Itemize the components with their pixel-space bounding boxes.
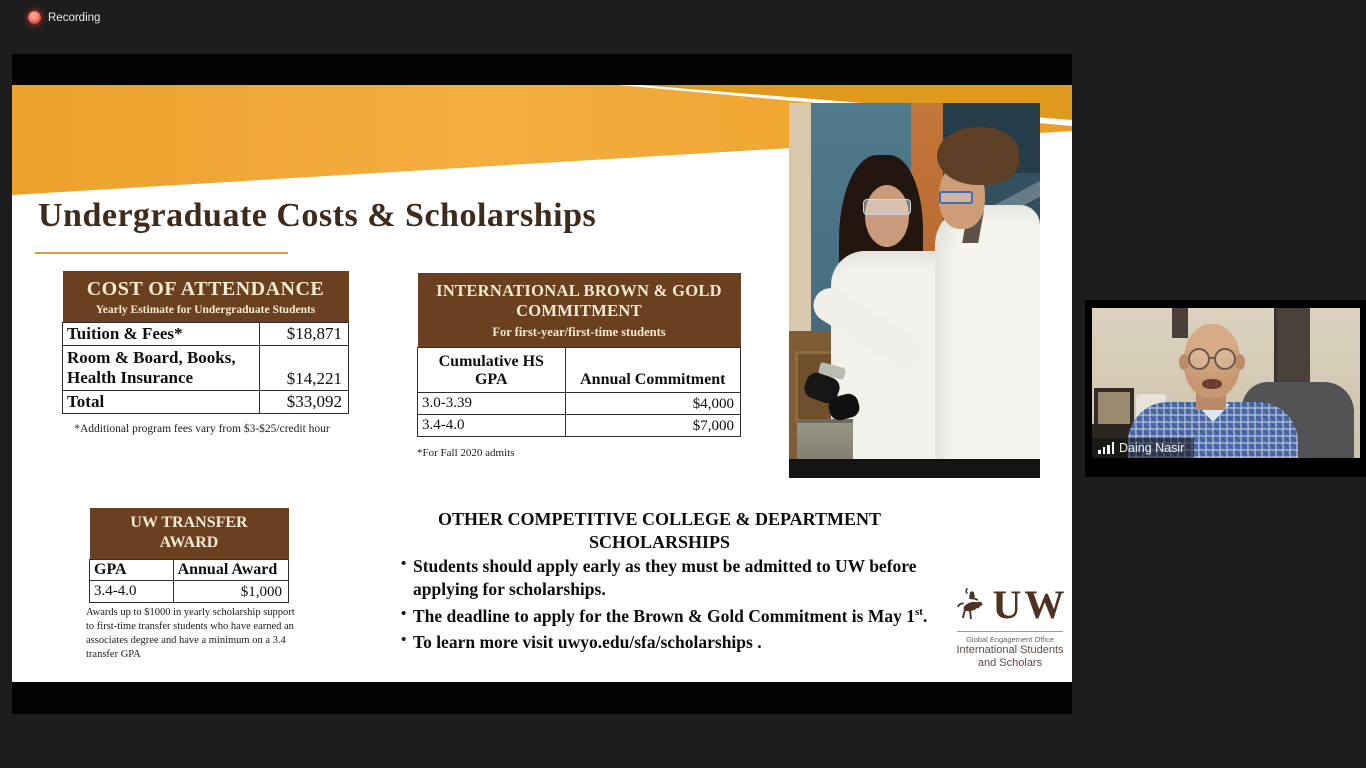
cost-row-value: $18,871 <box>260 323 349 346</box>
uw-logo <box>950 583 1070 669</box>
brown-gold-col2-header <box>565 347 740 392</box>
transfer-footnote: Awards up to $1000 in yearly scholarship support to first-time transfer students who have earned an associates degree and have a minimum on a 3.4 transfer GPA <box>86 607 295 660</box>
bullet-text <box>413 605 927 628</box>
cost-table-header <box>63 271 349 323</box>
recording-dot-icon <box>28 11 41 24</box>
cam-glasses-lens <box>1214 348 1236 370</box>
table-row <box>63 323 349 346</box>
list-item <box>387 631 939 654</box>
bullet-text: To learn more visit uwyo.edu/sfa/scholarships . <box>413 631 762 652</box>
brown-gold-title: INTERNATIONAL BROWN & GOLD COMMITMENT <box>436 281 722 320</box>
scholarship-bullet-list <box>387 555 939 657</box>
bullet-text-post: . <box>922 605 928 626</box>
cam-glasses-bridge <box>1209 357 1215 359</box>
list-item <box>387 605 939 628</box>
bullet-icon: • <box>401 631 407 648</box>
table-row <box>418 347 741 392</box>
recording-indicator <box>28 11 100 24</box>
recording-label: Recording <box>48 11 101 24</box>
amount-cell: $1,000 <box>173 581 288 603</box>
presentation-slide <box>12 85 1072 682</box>
photo-lab-bench <box>789 459 1040 478</box>
bullet-text: Students should apply early as they must be admitted to UW before applying for scholarships. <box>413 556 917 600</box>
logo-office-text: Global Engagement Office <box>966 635 1054 644</box>
other-scholarships-heading: OTHER COMPETITIVE COLLEGE & DEPARTMENT SCHOLARSHIPS <box>437 509 882 553</box>
gpa-cell: 3.0-3.39 <box>418 392 566 414</box>
bullet-icon: • <box>401 605 407 622</box>
participant-name: Daing Nasir <box>1119 440 1185 455</box>
slide-title: Undergraduate Costs & Scholarships <box>38 197 597 234</box>
cost-row-label: Tuition & Fees* <box>63 323 260 346</box>
participant-video-panel[interactable] <box>1085 300 1366 477</box>
table-row <box>418 392 741 414</box>
webcam-video[interactable] <box>1092 308 1360 458</box>
bullet-superscript: st <box>915 605 923 618</box>
logo-unit-line2: and Scholars <box>977 656 1043 669</box>
table-row <box>90 581 289 603</box>
share-letterbox-bottom <box>12 682 1072 714</box>
photo-woman-face <box>865 185 909 247</box>
list-item <box>387 555 939 602</box>
bullet-text-pre: The deadline to apply for the Brown & Gold Commitment is May 1 <box>413 605 915 626</box>
transfer-col1-header: GPA <box>90 560 174 581</box>
amount-cell: $4,000 <box>565 392 740 414</box>
cost-table-footnote: *Additional program fees vary from $3-$25/credit hour <box>74 423 330 435</box>
bullet-icon: • <box>401 556 407 572</box>
table-row <box>63 391 349 414</box>
gpa-cell: 3.4-4.0 <box>418 414 566 436</box>
logo-unit-line1: International Students <box>956 644 1064 656</box>
transfer-award-table <box>89 508 289 603</box>
cam-man-mouth <box>1202 379 1222 389</box>
table-row <box>63 346 349 391</box>
cam-glasses-lens <box>1188 348 1210 370</box>
transfer-title: UW TRANSFER AWARD <box>130 514 248 551</box>
cost-row-label: Room & Board, Books, Health Insurance <box>63 346 260 391</box>
brown-gold-col1-header <box>418 347 566 392</box>
screen-share-area <box>12 54 1072 714</box>
uw-logo-acronym: UW <box>992 582 1068 627</box>
photo-man-labcoat <box>935 205 1040 478</box>
cam-man-ear <box>1235 354 1245 370</box>
brown-gold-footnote: *For Fall 2020 admits <box>417 447 515 459</box>
cam-doorframe <box>1172 308 1188 338</box>
lab-photo <box>789 103 1040 478</box>
participant-name-label <box>1092 438 1194 459</box>
cost-table-title: COST OF ATTENDANCE <box>86 278 325 300</box>
cost-row-label: Total <box>63 391 260 414</box>
table-row <box>418 414 741 436</box>
col2-header-text: Annual Commitment <box>580 371 726 389</box>
cost-of-attendance-table <box>62 271 349 414</box>
brown-gold-subtitle: For first-year/first-time students <box>492 324 666 339</box>
amount-cell: $7,000 <box>565 414 740 436</box>
brown-gold-commitment-table <box>417 273 741 437</box>
photo-woman-goggles <box>863 199 911 215</box>
table-row <box>90 560 289 581</box>
uw-bucking-horse-icon <box>953 583 991 627</box>
cost-row-value: $14,221 <box>260 346 349 391</box>
transfer-col2-header: Annual Award <box>173 560 288 581</box>
logo-divider <box>957 631 1063 632</box>
transfer-header <box>90 508 289 560</box>
photo-man-hair <box>937 127 1019 185</box>
photo-man-safety-glasses <box>939 191 973 204</box>
gpa-cell: 3.4-4.0 <box>90 581 174 603</box>
title-underline <box>35 252 288 254</box>
share-letterbox-top <box>12 54 1072 85</box>
uw-logo-row <box>950 583 1070 627</box>
brown-gold-header <box>418 273 741 347</box>
cost-row-value: $33,092 <box>260 391 349 414</box>
cost-table-subtitle: Yearly Estimate for Undergraduate Students <box>95 304 316 316</box>
audio-level-icon <box>1098 442 1114 454</box>
col1-header-text: Cumulative HS GPA <box>438 352 544 389</box>
